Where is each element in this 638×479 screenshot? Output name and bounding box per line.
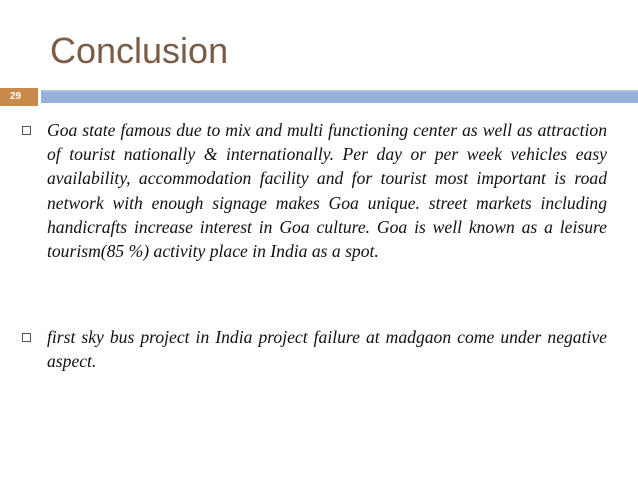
square-bullet-icon — [22, 126, 31, 135]
title-divider-bar — [41, 90, 638, 103]
square-bullet-icon — [22, 333, 31, 342]
slide-title: Conclusion — [50, 30, 229, 71]
bullet-text: first sky bus project in India project failure at madgaon come under negative aspect. — [47, 327, 607, 372]
slide-number: 29 — [10, 91, 22, 102]
bullet-text: Goa state famous due to mix and multi functioning center as well as attraction of tourist nationally & internationally. Per day or per week vehicles easy availability, accommodation facility and for tourist most important is road network with enough signage makes Goa unique. street markets including handicrafts increase interest in Goa culture. Goa is well known as a leisure tourism(85 %) activity place in India as a spot. — [47, 120, 607, 262]
